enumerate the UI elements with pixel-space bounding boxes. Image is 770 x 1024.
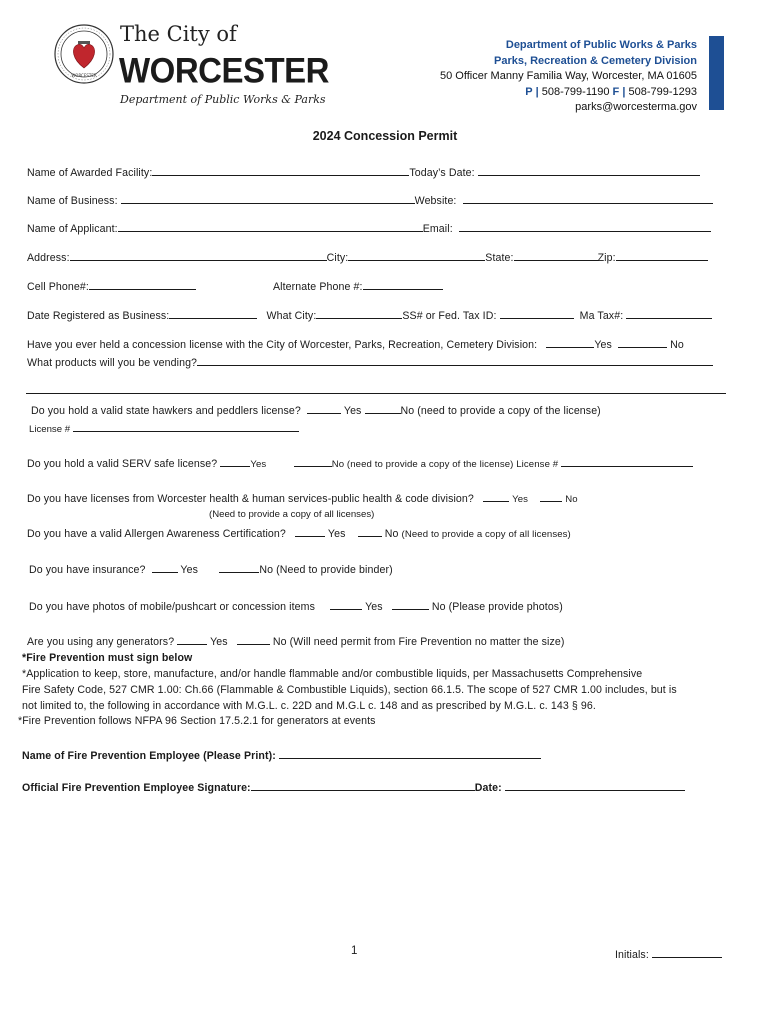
row-alt-phone: Alternate Phone #:	[273, 278, 443, 293]
logo-worcester-text: WORCESTER	[119, 50, 329, 90]
dept-line-2: Parks, Recreation & Cemetery Division	[494, 54, 697, 67]
cell-phone-input[interactable]	[89, 278, 196, 290]
state-input[interactable]	[514, 249, 598, 261]
dept-phone: 508-799-1190	[541, 85, 610, 98]
city-input[interactable]	[348, 249, 485, 261]
seal-text: WORCESTER	[71, 73, 97, 78]
hawkers-license-input[interactable]	[73, 421, 299, 432]
row-business: Name of Business: Website:	[27, 192, 713, 207]
date-registered-input[interactable]	[169, 307, 257, 319]
zip-input[interactable]	[616, 249, 708, 261]
logo-subtitle: Department of Public Works & Parks	[120, 93, 326, 106]
fire-must-sign: *Fire Prevention must sign below	[22, 652, 193, 664]
city-seal-icon	[54, 24, 114, 84]
allergen-yes-input[interactable]	[295, 525, 325, 537]
prior-license-no-input[interactable]	[618, 336, 667, 348]
question-allergen: Do you have a valid Allergen Awareness Certification? Yes No (Need to provide a copy of all licenses)	[27, 525, 571, 540]
address-input[interactable]	[70, 249, 327, 261]
row-registration: Date Registered as Business: What City: SS# or Fed. Tax ID: Ma Tax#:	[27, 307, 712, 322]
insurance-yes-input[interactable]	[152, 561, 178, 573]
facility-input[interactable]	[152, 164, 409, 176]
hawkers-license-number: License #	[29, 421, 299, 435]
servsafe-yes-input[interactable]	[220, 455, 250, 467]
ma-tax-input[interactable]	[626, 307, 712, 319]
question-health-licenses: Do you have licenses from Worcester health & human services-public health & code division? Yes No	[27, 490, 578, 505]
health-yes-input[interactable]	[483, 490, 509, 502]
fire-paragraph-line-3: not limited to, the following in accordance with M.G.L. c. 22D and M.G.L c. 148 and as prescribed by M.G.L. c. 143 § 96.	[22, 700, 596, 712]
prior-license-yes-input[interactable]	[546, 336, 594, 348]
logo-city-text: The City of	[120, 22, 237, 46]
what-city-input[interactable]	[316, 307, 402, 319]
question-generators: Are you using any generators? Yes No (Will need permit from Fire Prevention no matter the size)	[27, 633, 565, 648]
question-products: What products will you be vending?	[27, 354, 713, 369]
allergen-no-input[interactable]	[358, 525, 382, 537]
fire-paragraph-line-2: Fire Safety Code, 527 CMR 1.00: Ch.66 (Flammable & Combustible Liquids), section 66.1.5. The scope of 527 CMR 1.00 includes, but is	[22, 684, 677, 696]
health-no-input[interactable]	[540, 490, 562, 502]
dept-email: parks@worcesterma.gov	[575, 101, 697, 113]
dept-address: 50 Officer Manny Familia Way, Worcester, MA 01605	[440, 70, 697, 82]
products-input-line-2[interactable]	[26, 393, 726, 394]
initials-input[interactable]	[652, 946, 722, 958]
dept-line-1: Department of Public Works & Parks	[505, 39, 697, 51]
applicant-input[interactable]	[118, 220, 423, 232]
health-licenses-note: (Need to provide a copy of all licenses)	[209, 509, 375, 520]
fire-signature-input[interactable]	[251, 779, 475, 791]
fire-employee-name-input[interactable]	[279, 747, 541, 759]
initials-row: Initials:	[615, 946, 722, 961]
tax-id-input[interactable]	[500, 307, 574, 319]
page-number: 1	[351, 945, 358, 957]
dept-fax: 508-799-1293	[628, 85, 697, 98]
department-contact-block	[440, 38, 697, 116]
fire-employee-name-row: Name of Fire Prevention Employee (Please Print):	[22, 747, 541, 762]
servsafe-no-input[interactable]	[294, 455, 332, 467]
question-insurance: Do you have insurance? Yes No (Need to provide binder)	[29, 561, 393, 576]
alt-phone-input[interactable]	[363, 278, 443, 290]
row-applicant: Name of Applicant: Email:	[27, 220, 711, 235]
website-input[interactable]	[463, 192, 713, 204]
generators-no-input[interactable]	[237, 633, 270, 645]
question-servsafe: Do you hold a valid SERV safe license? Yes No (need to provide a copy of the license) License #	[27, 455, 693, 470]
servsafe-license-input[interactable]	[561, 455, 693, 467]
hawkers-no-input[interactable]	[365, 402, 401, 414]
row-address: Address: City: State: Zip:	[27, 249, 708, 264]
email-input[interactable]	[459, 220, 711, 232]
products-input[interactable]	[197, 354, 713, 366]
photos-yes-input[interactable]	[330, 598, 362, 610]
page-title: 2024 Concession Permit	[312, 129, 458, 143]
question-photos: Do you have photos of mobile/pushcart or concession items Yes No (Please provide photos)	[29, 598, 563, 613]
question-prior-license: Have you ever held a concession license with the City of Worcester, Parks, Recreation, Cemetery Division: Yes No	[27, 336, 684, 351]
fire-nfpa-note: *Fire Prevention follows NFPA 96 Section 17.5.2.1 for generators at events	[18, 715, 376, 727]
header-accent-bar	[709, 36, 724, 110]
today-date-input[interactable]	[478, 164, 700, 176]
fire-date-input[interactable]	[505, 779, 685, 791]
question-hawkers-license: Do you hold a valid state hawkers and peddlers license? Yes No (need to provide a copy of the license)	[31, 402, 601, 417]
hawkers-yes-input[interactable]	[307, 402, 341, 414]
dept-phone-line: P | 508-799-1190 F | 508-799-1293	[525, 85, 697, 98]
insurance-no-input[interactable]	[219, 561, 259, 573]
row-cell-phone: Cell Phone#:	[27, 278, 196, 293]
business-input[interactable]	[121, 192, 415, 204]
row-facility: Name of Awarded Facility: Today’s Date:	[27, 164, 700, 179]
generators-yes-input[interactable]	[177, 633, 207, 645]
fire-signature-row: Official Fire Prevention Employee Signature: Date:	[22, 779, 685, 794]
photos-no-input[interactable]	[392, 598, 429, 610]
fire-paragraph-line-1: *Application to keep, store, manufacture, and/or handle flammable and/or combustible liquids, per Massachusetts Comprehensive	[22, 668, 643, 680]
